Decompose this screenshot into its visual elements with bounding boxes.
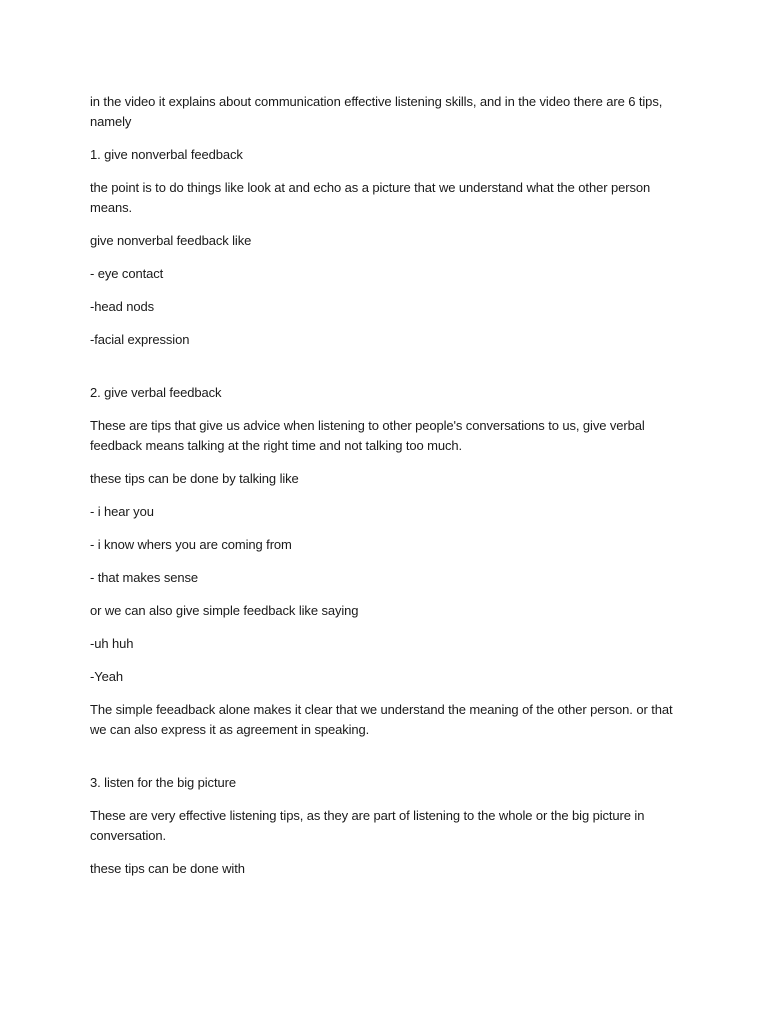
tip2-lead: these tips can be done by talking like — [90, 471, 299, 486]
tip1-item: - eye contact — [90, 266, 164, 281]
tip2-explanation: These are tips that give us advice when listening to other people's conversations to us, give verbal feedback means talking at the right time and not talking too much. — [90, 418, 645, 453]
tip2-closing: The simple feeadback alone makes it clear that we understand the meaning of the other person. or that we can also express it as agreement in speaking. — [90, 702, 673, 737]
tip2-item: - i hear you — [90, 504, 154, 519]
tip2-lead2: or we can also give simple feedback like saying — [90, 603, 359, 618]
section-spacer — [90, 753, 685, 773]
tip2-simple-item: -Yeah — [90, 669, 123, 684]
tip1-heading: 1. give nonverbal feedback — [90, 147, 243, 162]
intro-paragraph: in the video it explains about communication effective listening skills, and in the video there are 6 tips, namely — [90, 94, 663, 129]
tip3-explanation: These are very effective listening tips, as they are part of listening to the whole or the big picture in conversation. — [90, 808, 645, 843]
tip2-simple-item: -uh huh — [90, 636, 134, 651]
tip2-item: - that makes sense — [90, 570, 199, 585]
tip1-item: -facial expression — [90, 332, 190, 347]
tip2-heading: 2. give verbal feedback — [90, 385, 222, 400]
tip1-item: -head nods — [90, 299, 155, 314]
document-body — [90, 92, 685, 892]
tip2-item: - i know whers you are coming from — [90, 537, 292, 552]
tip3-heading: 3. listen for the big picture — [90, 775, 236, 790]
tip1-lead: give nonverbal feedback like — [90, 233, 252, 248]
section-spacer — [90, 363, 685, 383]
tip3-lead: these tips can be done with — [90, 861, 245, 876]
tip1-explanation: the point is to do things like look at and echo as a picture that we understand what the other person means. — [90, 180, 651, 215]
